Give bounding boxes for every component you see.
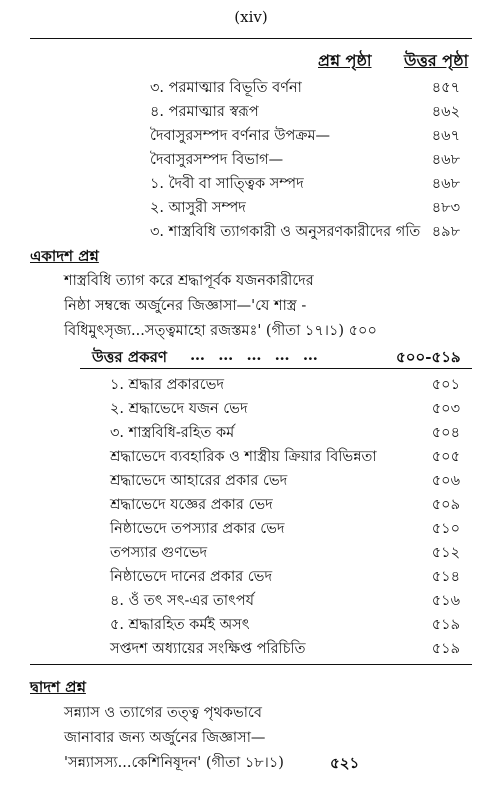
toc-entry-page: ৫০৫	[431, 449, 460, 465]
question-line: নিষ্ঠা সম্বন্ধে অর্জুনের জিজ্ঞাসা—'যে শাস্ত্র -	[64, 298, 307, 314]
question-line: শাস্ত্রবিধি ত্যাগ করে শ্রদ্ধাপূর্বক যজনকারীদের	[64, 273, 314, 289]
question-line: বিধিমুৎসৃজ্য...সত্ত্বমাহো রজস্তমঃ' (গীতা ১৭।১) ৫০০	[64, 323, 377, 339]
toc-entry-page: ৫০৪	[431, 425, 460, 441]
toc-entry-page: ৫০৯	[431, 497, 460, 513]
toc-entry-text: ১. শ্রদ্ধার প্রকারভেদ	[110, 377, 224, 393]
toc-entry-page: ৫১৯	[431, 617, 460, 633]
toc-entry-text: ৫. শ্রদ্ধারহিত কর্মই অসৎ	[110, 617, 250, 633]
toc-entry-text: ১. দৈবী বা সাত্ত্বিক সম্পদ	[150, 176, 304, 192]
toc-entry-page: ৫১২	[431, 545, 460, 561]
toc-entry-page: ৫১৬	[431, 593, 460, 609]
answer-heading-rule	[80, 368, 472, 369]
answer-section-heading: উত্তর প্রকরণ	[92, 348, 167, 366]
toc-entry-text: শ্রদ্ধাভেদে আহারের প্রকার ভেদ	[110, 473, 288, 489]
toc-entry-page: ৫০১	[431, 377, 460, 393]
answer-page-heading: উত্তর পৃষ্ঠা	[404, 51, 469, 70]
question-line: জানাবার জন্য অর্জুনের জিজ্ঞাসা—	[64, 730, 266, 746]
toc-entry-text: নিষ্ঠাভেদে দানের প্রকার ভেদ	[110, 569, 273, 585]
toc-entry-text: ২. শ্রদ্ধাভেদে যজন ভেদ	[110, 401, 248, 417]
section-title: একাদশ প্রশ্ন	[30, 247, 99, 265]
toc-entry-text: শ্রদ্ধাভেদে যজ্ঞের প্রকার ভেদ	[110, 497, 273, 513]
toc-entry-page: ৫১০	[431, 521, 460, 537]
dot-leaders: … … … … …	[190, 346, 322, 364]
toc-entry-text: ৩. পরমাত্মার বিভূতি বর্ণনা	[150, 80, 302, 96]
toc-entry-page: ৪৮৩	[431, 200, 460, 216]
toc-entry-text: তপস্যার গুণভেদ	[110, 545, 208, 561]
toc-entry-page: ৫১৪	[431, 569, 460, 585]
toc-entry-page: ৪৫৭	[431, 80, 460, 96]
toc-entry-page: ৫২১	[330, 754, 360, 772]
toc-entry-text: নিষ্ঠাভেদে তপস্যার প্রকার ভেদ	[110, 521, 285, 537]
toc-entry-page: ৫০৩	[431, 401, 460, 417]
toc-entry-text: ৪. পরমাত্মার স্বরূপ	[150, 104, 259, 120]
toc-entry-page: ৪৬৮	[431, 176, 460, 192]
answer-page-range: ৫০০-৫১৯	[396, 348, 461, 366]
page-number: (xiv)	[234, 8, 268, 26]
toc-entry-page: ৪৯৮	[431, 224, 460, 240]
toc-entry-text: ২. আসুরী সম্পদ	[150, 200, 246, 216]
toc-entry-text: ৪. ওঁ তৎ সৎ-এর তাৎপর্য	[110, 593, 255, 609]
toc-entry-text: দৈবাসুরসম্পদ বিভাগ—	[150, 152, 284, 168]
question-page-heading: প্রশ্ন পৃষ্ঠা	[318, 51, 372, 70]
question-line: সন্ন্যাস ও ত্যাগের তত্ত্ব পৃথকভাবে	[64, 705, 262, 721]
toc-entry-page: ৫০৬	[431, 473, 460, 489]
header-rule	[30, 38, 472, 39]
question-line: 'সন্ন্যাসস্য...কেশিনিষূদন' (গীতা ১৮।১)	[64, 755, 284, 771]
toc-entry-page: ৪৬৭	[431, 128, 460, 144]
toc-entry-text: ৩. শাস্ত্রবিধি ত্যাগকারী ও অনুসরণকারীদের গতি	[150, 224, 421, 240]
toc-entry-text: শ্রদ্ধাভেদে ব্যবহারিক ও শাস্ত্রীয় ক্রিয়ার বিভিন্নতা	[110, 449, 377, 465]
toc-entry-text: ৩. শাস্ত্রবিধি-রহিত কর্ম	[110, 425, 235, 441]
section-title: দ্বাদশ প্রশ্ন	[30, 678, 86, 696]
toc-entry-page: ৫১৯	[431, 641, 460, 657]
toc-entry-page: ৪৬২	[431, 104, 460, 120]
toc-entry-page: ৪৬৮	[431, 152, 460, 168]
toc-entry-text: সপ্তদশ অধ্যায়ের সংক্ষিপ্ত পরিচিতি	[110, 641, 306, 657]
toc-entry-text: দৈবাসুরসম্পদ বর্ণনার উপক্রম—	[150, 128, 331, 144]
section-divider	[30, 664, 472, 665]
